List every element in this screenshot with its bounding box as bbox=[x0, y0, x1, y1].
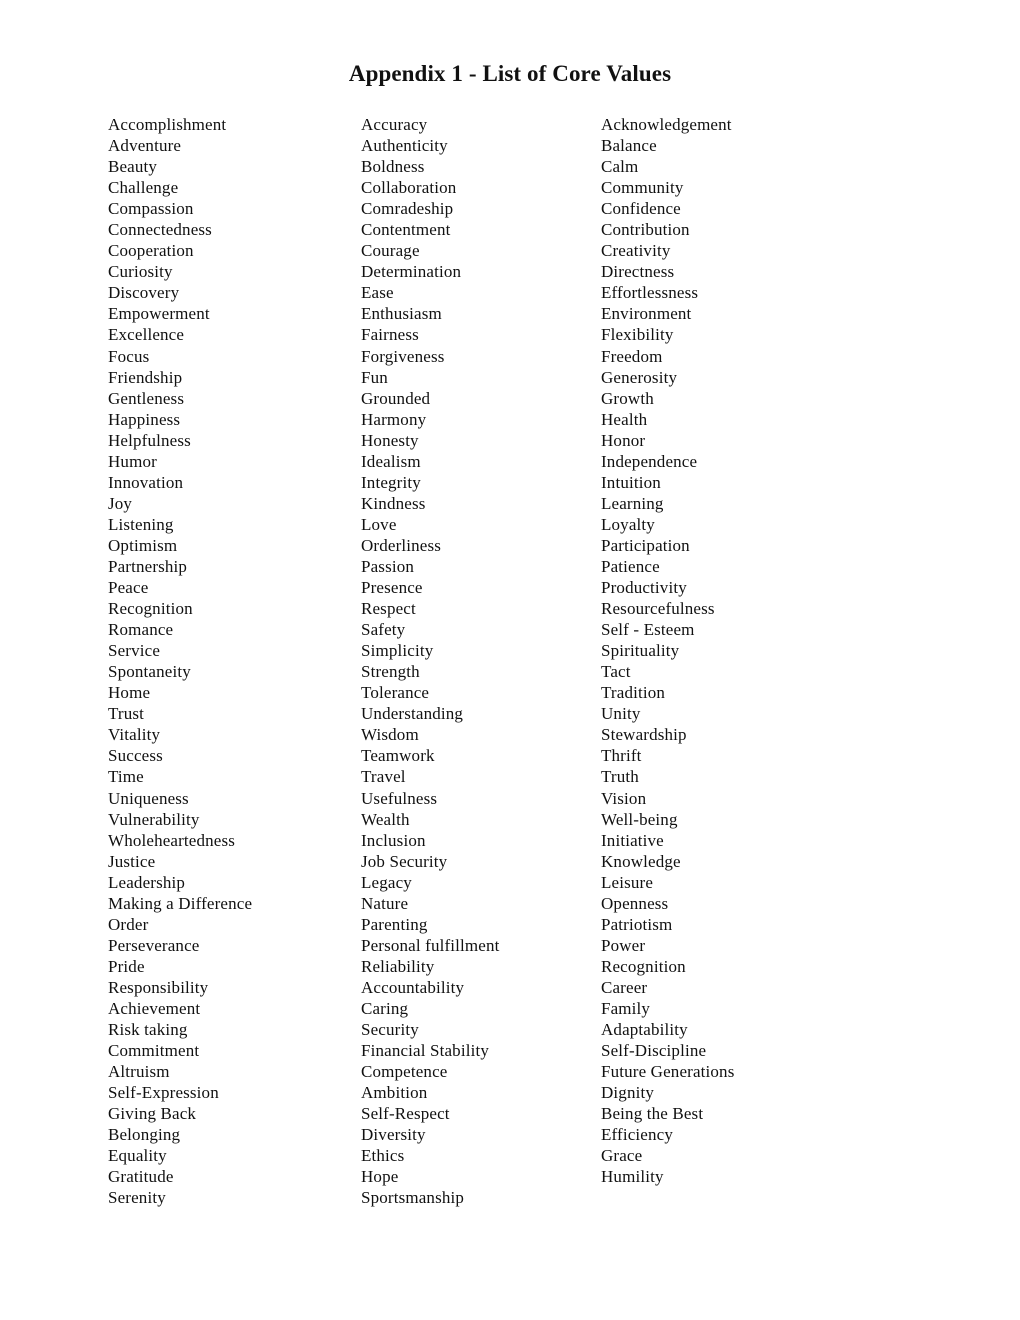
value-item: Curiosity bbox=[108, 262, 173, 282]
value-item: Success bbox=[108, 746, 163, 766]
value-item: Tact bbox=[601, 662, 631, 682]
value-item: Gratitude bbox=[108, 1167, 174, 1187]
value-item: Leisure bbox=[601, 872, 654, 892]
value-item: Comradeship bbox=[361, 199, 454, 219]
value-item: Perseverance bbox=[108, 935, 200, 955]
value-item: Learning bbox=[601, 493, 664, 513]
value-item: Usefulness bbox=[361, 788, 438, 808]
page-title: Appendix 1 - List of Core Values bbox=[348, 61, 672, 86]
value-item: Ambition bbox=[361, 1083, 428, 1103]
value-item: Connectedness bbox=[108, 220, 212, 240]
value-item: Altruism bbox=[108, 1062, 170, 1082]
value-item: Sportsmanship bbox=[361, 1188, 465, 1208]
value-item: Optimism bbox=[108, 535, 178, 555]
value-item: Initiative bbox=[601, 830, 664, 850]
value-item: Participation bbox=[601, 535, 690, 555]
value-item: Passion bbox=[361, 556, 415, 576]
value-item: Loyalty bbox=[601, 514, 655, 534]
value-item: Tradition bbox=[601, 683, 666, 703]
value-item: Recognition bbox=[108, 599, 193, 619]
value-item: Boldness bbox=[361, 157, 425, 177]
value-item: Order bbox=[108, 914, 149, 934]
value-item: Commitment bbox=[108, 1041, 200, 1061]
value-item: Hope bbox=[361, 1167, 399, 1187]
value-item: Simplicity bbox=[361, 641, 434, 661]
value-item: Legacy bbox=[361, 872, 412, 892]
value-item: Security bbox=[361, 1020, 419, 1040]
value-item: Patriotism bbox=[601, 914, 673, 934]
value-item: Vitality bbox=[108, 725, 161, 745]
value-item: Justice bbox=[108, 851, 156, 871]
value-item: Growth bbox=[601, 388, 654, 408]
value-item: Honor bbox=[601, 430, 646, 450]
value-item: Serenity bbox=[108, 1188, 166, 1208]
value-item: Spirituality bbox=[601, 641, 680, 661]
value-item: Leadership bbox=[108, 872, 186, 892]
value-item: Intuition bbox=[601, 472, 661, 492]
value-item: Job Security bbox=[361, 851, 448, 871]
value-item: Spontaneity bbox=[108, 662, 191, 682]
value-item: Independence bbox=[601, 451, 698, 471]
value-item: Idealism bbox=[361, 451, 421, 471]
value-item: Contentment bbox=[361, 220, 451, 240]
value-item: Self - Esteem bbox=[601, 620, 695, 640]
value-item: Personal fulfillment bbox=[361, 935, 500, 955]
value-item: Health bbox=[601, 409, 648, 429]
value-item: Integrity bbox=[361, 472, 421, 492]
value-item: Fun bbox=[361, 367, 388, 387]
value-item: Thrift bbox=[601, 746, 642, 766]
value-item: Partnership bbox=[108, 556, 188, 576]
value-item: Flexibility bbox=[601, 325, 674, 345]
value-item: Making a Difference bbox=[108, 893, 253, 913]
value-item: Focus bbox=[108, 346, 150, 366]
value-item: Accountability bbox=[361, 977, 465, 997]
value-item: Kindness bbox=[361, 493, 426, 513]
value-item: Equality bbox=[108, 1146, 167, 1166]
value-item: Wholeheartedness bbox=[108, 830, 236, 850]
value-item: Openness bbox=[601, 893, 669, 913]
value-item: Generosity bbox=[601, 367, 678, 387]
value-item: Service bbox=[108, 641, 161, 661]
value-item: Happiness bbox=[108, 409, 181, 429]
value-item: Creativity bbox=[601, 241, 671, 261]
value-item: Grounded bbox=[361, 388, 431, 408]
values-column-1 bbox=[108, 114, 252, 1208]
value-item: Gentleness bbox=[108, 388, 185, 408]
value-item: Safety bbox=[361, 620, 406, 640]
value-item: Cooperation bbox=[108, 241, 194, 261]
value-item: Authenticity bbox=[361, 136, 448, 156]
value-item: Honesty bbox=[361, 430, 419, 450]
values-column-3 bbox=[601, 114, 734, 1187]
value-item: Listening bbox=[108, 514, 174, 534]
value-item: Teamwork bbox=[361, 746, 435, 766]
value-item: Enthusiasm bbox=[361, 304, 442, 324]
value-item: Romance bbox=[108, 620, 174, 640]
value-item: Truth bbox=[601, 767, 639, 787]
value-item: Humility bbox=[601, 1167, 664, 1187]
value-item: Recognition bbox=[601, 956, 686, 976]
value-item: Collaboration bbox=[361, 178, 457, 198]
value-item: Respect bbox=[361, 599, 416, 619]
value-item: Dignity bbox=[601, 1083, 654, 1103]
value-item: Tolerance bbox=[361, 683, 430, 703]
value-item: Ease bbox=[361, 283, 394, 303]
value-item: Calm bbox=[601, 157, 639, 177]
value-item: Joy bbox=[108, 493, 133, 513]
value-item: Peace bbox=[108, 578, 149, 598]
value-item: Forgiveness bbox=[361, 346, 445, 366]
value-item: Power bbox=[601, 935, 646, 955]
value-item: Presence bbox=[361, 578, 423, 598]
value-item: Unity bbox=[601, 704, 641, 724]
value-item: Travel bbox=[361, 767, 406, 787]
value-item: Wisdom bbox=[361, 725, 419, 745]
value-item: Helpfulness bbox=[108, 430, 191, 450]
value-item: Accuracy bbox=[361, 115, 428, 134]
value-item: Resourcefulness bbox=[601, 599, 715, 619]
value-item: Community bbox=[601, 178, 684, 198]
value-item: Ethics bbox=[361, 1146, 405, 1166]
value-item: Adaptability bbox=[601, 1020, 688, 1040]
value-item: Wealth bbox=[361, 809, 410, 829]
value-item: Trust bbox=[108, 704, 145, 724]
value-item: Inclusion bbox=[361, 830, 426, 850]
value-item: Environment bbox=[601, 304, 692, 324]
value-item: Self-Discipline bbox=[601, 1041, 707, 1061]
value-item: Time bbox=[108, 767, 144, 787]
value-item: Strength bbox=[361, 662, 420, 682]
value-item: Achievement bbox=[108, 998, 201, 1018]
value-item: Empowerment bbox=[108, 304, 210, 324]
value-item: Humor bbox=[108, 451, 157, 471]
value-item: Belonging bbox=[108, 1125, 181, 1145]
value-item: Caring bbox=[361, 998, 409, 1018]
value-item: Vulnerability bbox=[108, 809, 200, 829]
value-item: Giving Back bbox=[108, 1104, 197, 1124]
value-item: Understanding bbox=[361, 704, 464, 724]
value-item: Beauty bbox=[108, 157, 158, 177]
value-item: Challenge bbox=[108, 178, 179, 198]
value-item: Courage bbox=[361, 241, 420, 261]
value-item: Adventure bbox=[108, 136, 182, 156]
value-item: Discovery bbox=[108, 283, 180, 303]
value-item: Patience bbox=[601, 556, 660, 576]
value-item: Freedom bbox=[601, 346, 663, 366]
value-item: Competence bbox=[361, 1062, 448, 1082]
value-item: Stewardship bbox=[601, 725, 687, 745]
value-item: Nature bbox=[361, 893, 409, 913]
value-item: Diversity bbox=[361, 1125, 426, 1145]
value-item: Self-Expression bbox=[108, 1083, 219, 1103]
value-item: Contribution bbox=[601, 220, 690, 240]
value-item: Accomplishment bbox=[108, 115, 227, 134]
value-item: Reliability bbox=[361, 956, 435, 976]
value-item: Knowledge bbox=[601, 851, 681, 871]
value-item: Productivity bbox=[601, 578, 687, 598]
value-item: Determination bbox=[361, 262, 462, 282]
value-item: Directness bbox=[601, 262, 675, 282]
value-item: Fairness bbox=[361, 325, 419, 345]
value-item: Pride bbox=[108, 956, 145, 976]
value-item: Acknowledgement bbox=[601, 115, 732, 134]
value-item: Grace bbox=[601, 1146, 643, 1166]
value-item: Being the Best bbox=[601, 1104, 704, 1124]
value-item: Responsibility bbox=[108, 977, 209, 997]
value-item: Balance bbox=[601, 136, 657, 156]
value-item: Financial Stability bbox=[361, 1041, 489, 1061]
value-item: Effortlessness bbox=[601, 283, 699, 303]
value-item: Friendship bbox=[108, 367, 183, 387]
value-item: Orderliness bbox=[361, 535, 442, 555]
value-item: Innovation bbox=[108, 472, 184, 492]
value-item: Home bbox=[108, 683, 151, 703]
value-item: Risk taking bbox=[108, 1020, 188, 1040]
value-item: Efficiency bbox=[601, 1125, 673, 1145]
value-item: Parenting bbox=[361, 914, 428, 934]
value-item: Family bbox=[601, 998, 651, 1018]
value-item: Self-Respect bbox=[361, 1104, 450, 1124]
value-item: Harmony bbox=[361, 409, 427, 429]
value-item: Career bbox=[601, 977, 648, 997]
value-item: Vision bbox=[601, 788, 647, 808]
values-column-2 bbox=[361, 114, 500, 1208]
value-item: Future Generations bbox=[601, 1062, 735, 1082]
value-item: Uniqueness bbox=[108, 788, 189, 808]
value-item: Confidence bbox=[601, 199, 681, 219]
value-item: Compassion bbox=[108, 199, 194, 219]
value-item: Excellence bbox=[108, 325, 185, 345]
value-item: Well-being bbox=[601, 809, 678, 829]
value-item: Love bbox=[361, 514, 397, 534]
